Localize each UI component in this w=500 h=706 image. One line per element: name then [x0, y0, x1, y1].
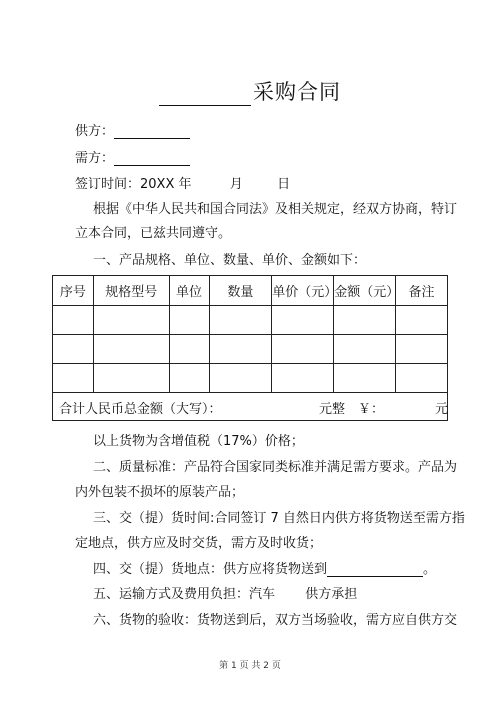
section-3-line-2: 定地点，供方应及时交货，需方及时收货； [75, 536, 323, 551]
table-cell [272, 364, 334, 393]
table-cell [209, 335, 272, 364]
table-header-cell: 备注 [396, 276, 448, 306]
table-header-cell: 单价（元） [272, 276, 334, 306]
section-5-line [93, 583, 357, 602]
table-header-cell: 单位 [169, 276, 209, 306]
section-5-text: 五、运输方式及费用负担：汽车 [93, 587, 276, 602]
table-cell [396, 335, 448, 364]
signing-month: 月 [229, 177, 243, 192]
table-cell [169, 364, 209, 393]
page-footer: 第 1 页 共 2 页 [219, 661, 281, 671]
buyer-blank [114, 151, 190, 166]
table-header-cell: 数量 [209, 276, 272, 306]
title-blank-line [159, 83, 251, 106]
table-cell [93, 364, 169, 393]
table-cell [93, 306, 169, 335]
total-unit: 元 [435, 402, 449, 417]
section-4-suffix: 。 [423, 562, 437, 577]
total-label: 合计人民币总金额（大写）： [59, 402, 222, 417]
intro-line-1: 根据《中华人民共和国合同法》及相关规定，经双方协商，特订 [93, 202, 458, 217]
section-2-line-1: 二、质量标准：产品符合国家同类标准并满足需方要求。产品为 [93, 460, 458, 475]
intro-line-2: 立本合同，已兹共同遵守。 [75, 226, 232, 241]
section-4-line [93, 558, 436, 577]
signing-date-line [75, 173, 290, 192]
table-row [53, 335, 448, 364]
supplier-line [75, 120, 190, 139]
section-4-text: 四、交（提）货地点：供方应将货物送到 [93, 562, 328, 577]
contract-title [0, 76, 500, 106]
table-cell [169, 306, 209, 335]
table-cell [169, 335, 209, 364]
table-cell [334, 335, 396, 364]
section-6-line: 六、货物的验收：货物送到后，双方当场验收，需方应自供方交 [93, 613, 458, 628]
buyer-label: 需方： [75, 151, 115, 166]
table-row [53, 306, 448, 335]
table-cell [53, 364, 94, 393]
table-header-cell: 规格型号 [93, 276, 169, 306]
delivery-place-blank [327, 562, 423, 577]
buyer-line [75, 147, 190, 166]
total-amount-label: 元整 ￥： [319, 402, 385, 417]
table-cell [53, 335, 94, 364]
tax-note: 以上货物为含增值税（17%）价格； [93, 434, 304, 449]
table-cell [272, 335, 334, 364]
table-total-row [52, 391, 448, 421]
table-header-cell: 金额（元） [334, 276, 396, 306]
signing-day: 日 [277, 177, 291, 192]
section-2-line-2: 内外包装不损坏的原装产品； [75, 485, 245, 500]
title-text: 采购合同 [253, 80, 341, 104]
table-cell [209, 306, 272, 335]
table-row [53, 364, 448, 393]
table-cell [93, 335, 169, 364]
table-cell [396, 364, 448, 393]
product-table [52, 275, 448, 393]
table-header-row [53, 276, 448, 306]
table-cell [396, 306, 448, 335]
supplier-label: 供方： [75, 124, 115, 139]
section-3-line-1: 三、交（提）货时间:合同签订 7 自然日内供方将货物送至需方指 [93, 511, 465, 526]
table-cell [53, 306, 94, 335]
signing-label: 签订时间：20XX 年 [75, 177, 192, 192]
table-cell [334, 306, 396, 335]
supplier-blank [114, 124, 190, 139]
section-1-heading: 一、产品规格、单位、数量、单价、金额如下： [93, 253, 367, 268]
table-cell [334, 364, 396, 393]
table-cell [209, 364, 272, 393]
section-5-bearer: 供方承担 [305, 587, 358, 602]
table-header-cell: 序号 [53, 276, 94, 306]
table-cell [272, 306, 334, 335]
